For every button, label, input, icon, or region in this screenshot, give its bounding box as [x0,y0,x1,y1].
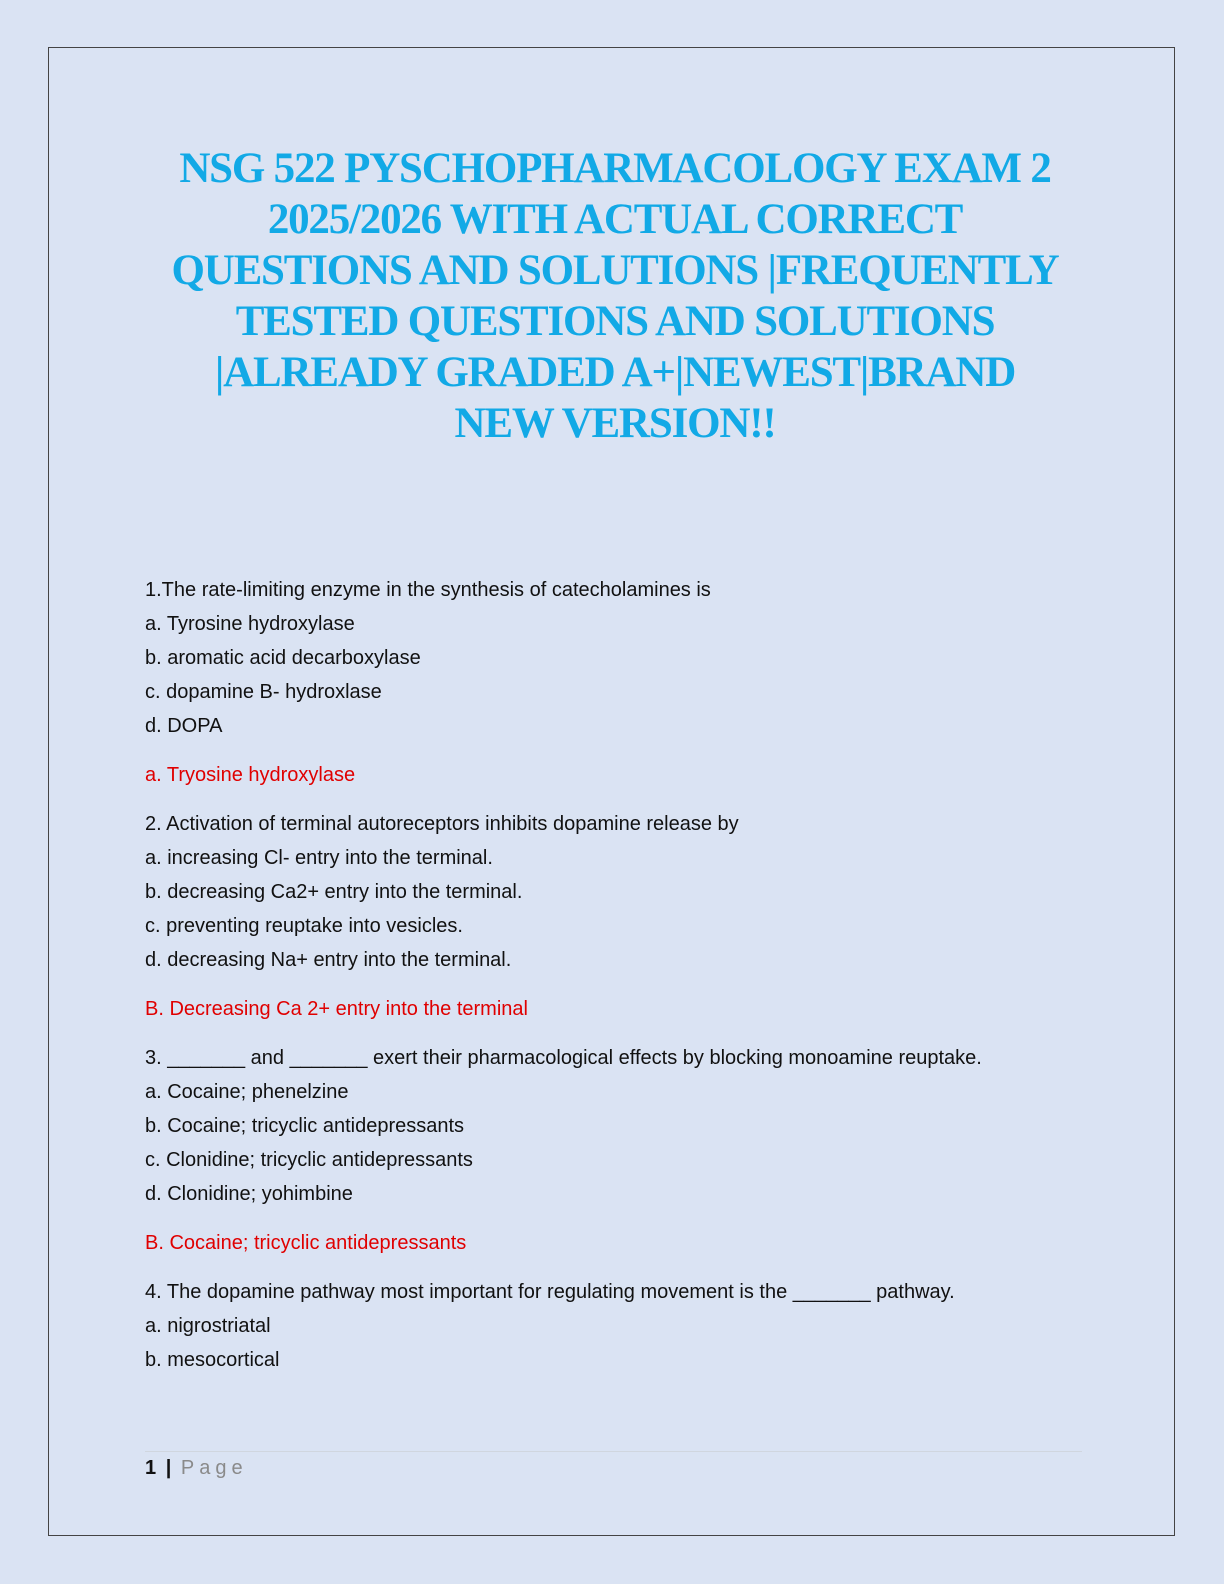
answer: B. Cocaine; tricyclic antidepressants [145,1232,467,1254]
footer-divider [145,1451,1082,1452]
option-c: c. dopamine B- hydroxlase [145,681,382,703]
document-title [140,143,1090,449]
answer: a. Tryosine hydroxylase [145,764,356,786]
title-line: TESTED QUESTIONS AND SOLUTIONS [235,298,995,345]
title-line: |ALREADY GRADED A+|NEWEST|BRAND [214,349,1016,396]
answer: B. Decreasing Ca 2+ entry into the terminal [145,998,528,1020]
question-stem: 2. Activation of terminal autoreceptors inhibits dopamine release by [145,813,739,835]
question-1 [145,573,1085,792]
option-a: a. Tyrosine hydroxylase [145,613,355,635]
question-stem: 4. The dopamine pathway most important for regulating movement is the _______ pathway. [145,1281,955,1303]
question-stem: 3. _______ and _______ exert their pharmacological effects by blocking monoamine reuptake. [145,1047,982,1069]
option-d: d. DOPA [145,715,223,737]
question-stem: 1.The rate-limiting enzyme in the synthesis of catecholamines is [145,579,711,601]
title-line: QUESTIONS AND SOLUTIONS |FREQUENTLY [171,247,1059,294]
page-label: Page [180,1457,248,1479]
option-c: c. Clonidine; tricyclic antidepressants [145,1149,473,1171]
page-number: 1 [145,1457,157,1479]
title-line: NEW VERSION!! [454,400,776,447]
option-b: b. decreasing Ca2+ entry into the terminal. [145,881,523,903]
option-b: b. Cocaine; tricyclic antidepressants [145,1115,465,1137]
title-line: NSG 522 PYSCHOPHARMACOLOGY EXAM 2 [179,145,1051,192]
option-a: a. Cocaine; phenelzine [145,1081,349,1103]
option-b: b. mesocortical [145,1349,280,1371]
question-4 [145,1275,1085,1377]
option-c: c. preventing reuptake into vesicles. [145,915,463,937]
question-2 [145,807,1085,1026]
title-line: 2025/2026 WITH ACTUAL CORRECT [267,196,963,243]
question-3 [145,1041,1085,1260]
page-footer [145,1455,248,1481]
option-b: b. aromatic acid decarboxylase [145,647,421,669]
option-d: d. Clonidine; yohimbine [145,1183,353,1205]
option-d: d. decreasing Na+ entry into the terminal. [145,949,512,971]
option-a: a. nigrostriatal [145,1315,271,1337]
footer-separator: | [165,1457,172,1479]
question-list [145,573,1085,1377]
option-a: a. increasing Cl- entry into the terminal. [145,847,493,869]
